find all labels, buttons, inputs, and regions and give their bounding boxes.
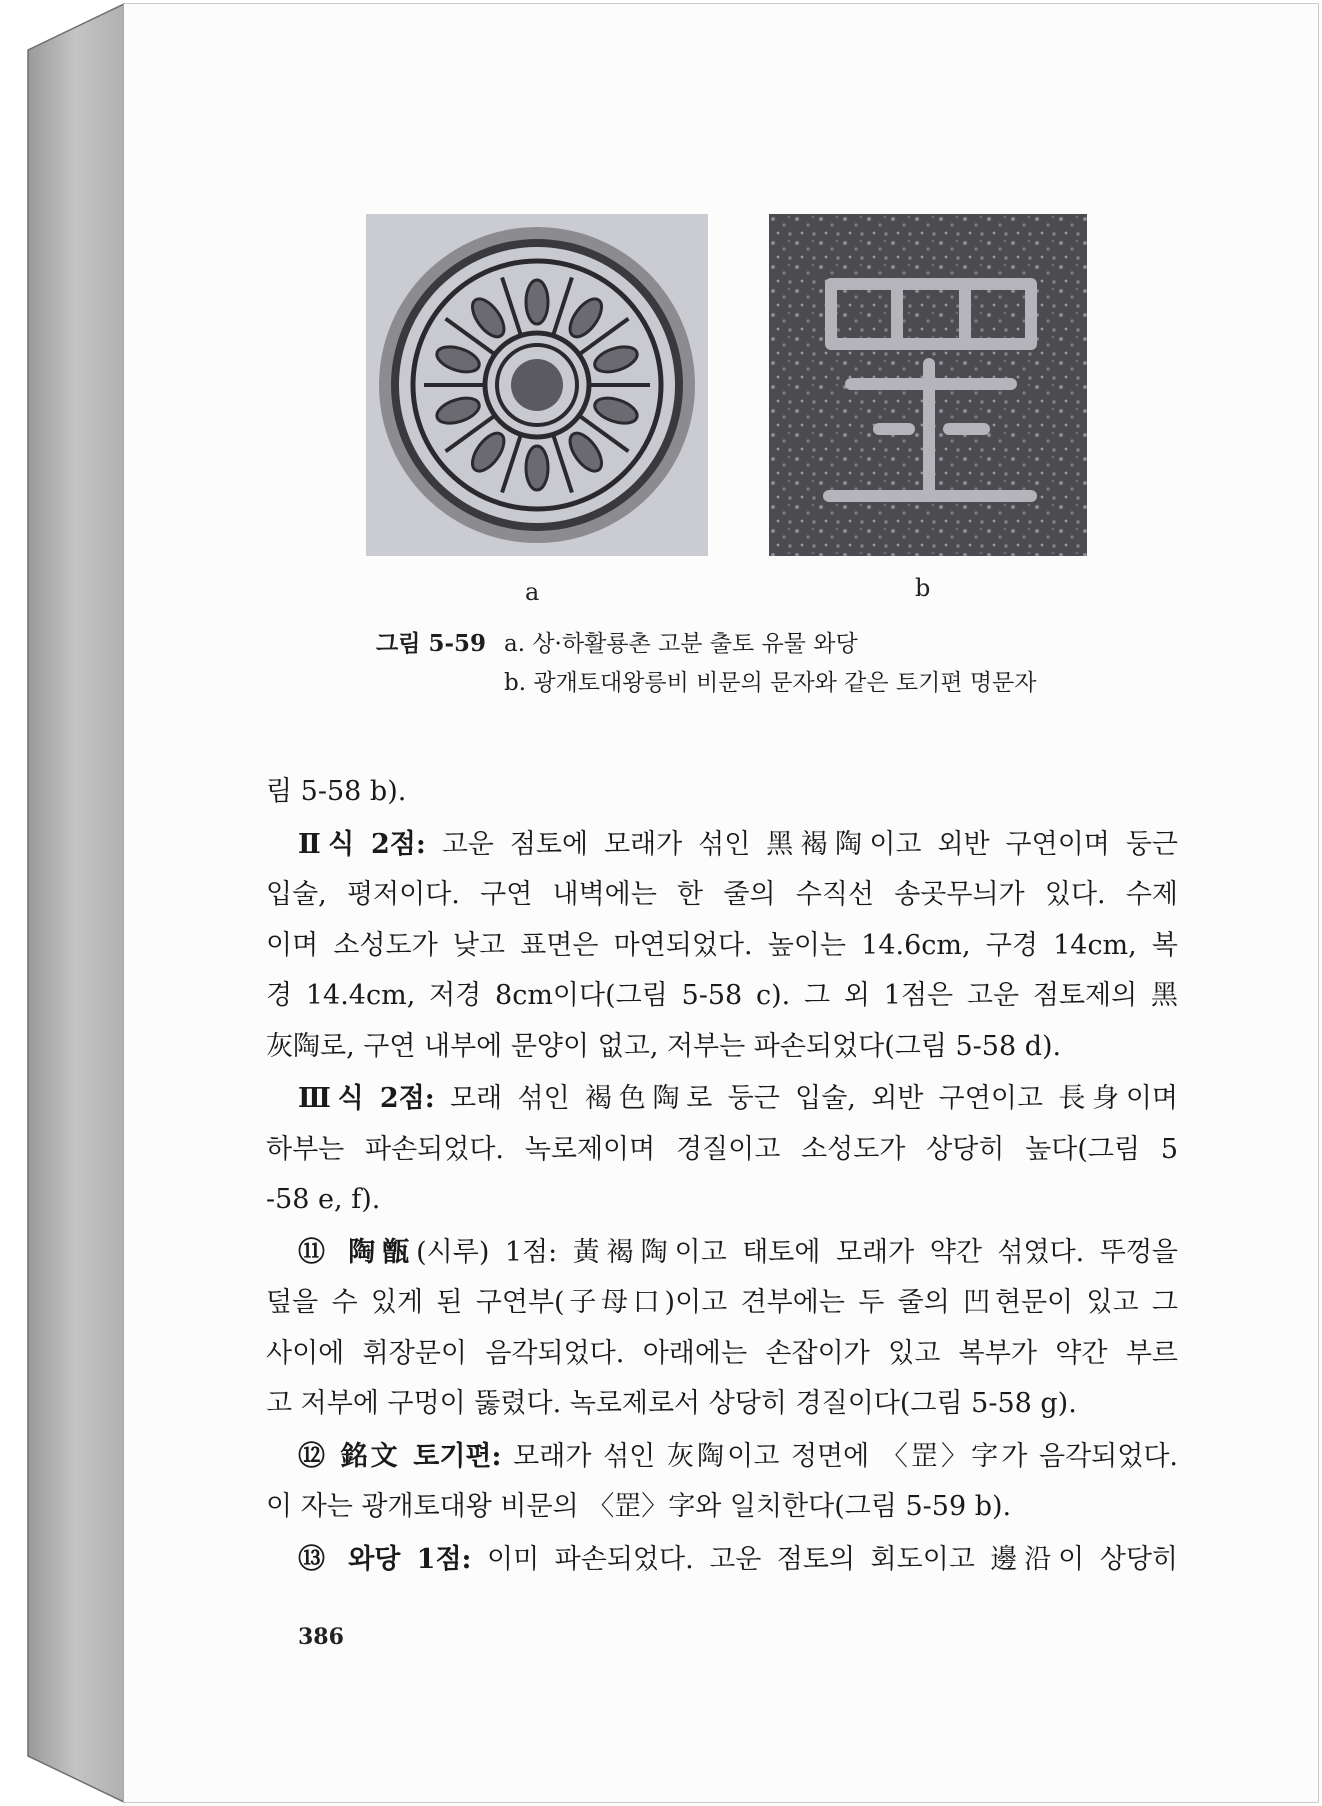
text-span: 고운 점토에 모래가 섞인 黑褐陶이고 외반 구연이며 둥근 [425,828,1178,860]
text-line [266,820,1178,871]
caption-label: 그림 5-59 [376,630,486,657]
body-text [266,767,1178,1585]
text-line: 덮을 수 있게 된 구연부(子母口)이고 견부에는 두 줄의 凹현문이 있고 그 [266,1287,1178,1318]
text-line: 고 저부에 구멍이 뚫렸다. 녹로제로서 상당히 경질이다(그림 5-58 g). [266,1388,1077,1419]
text-span: 모래가 섞인 灰陶이고 정면에 〈罡〉字가 음각되었다. [501,1440,1178,1472]
text-line: 입술, 평저이다. 구연 내벽에는 한 줄의 수직선 송곳무늬가 있다. 수제 [266,879,1178,910]
caption-line-2: b. 광개토대왕릉비 비문의 문자와 같은 토기편 명문자 [504,670,1037,696]
text-line: 이 자는 광개토대왕 비문의 〈罡〉字와 일치한다(그림 5-59 b). [266,1491,1012,1522]
text-line [266,1074,1178,1125]
item-heading: ⑬ 와당 1점: [298,1543,472,1575]
text-line [266,1228,1178,1279]
text-line: 사이에 휘장문이 음각되었다. 아래에는 손잡이가 있고 복부가 약간 부르 [266,1337,1178,1369]
caption-line-1 [376,624,1136,664]
item-heading: Ⅲ식 2점: [298,1083,435,1114]
figure-b-inscription-image [769,214,1087,556]
text-line [266,1535,1178,1586]
figure-caption [376,624,1136,703]
item-heading: ⑫ 銘文 토기편: [298,1440,502,1472]
text-span: 이미 파손되었다. 고운 점토의 회도이고 邊沿이 상당히 [471,1543,1178,1575]
text-line: 灰陶로, 구연 내부에 문양이 없고, 저부는 파손되었다(그림 5-58 d). [266,1030,1062,1062]
text-line [266,1432,1178,1483]
text-line: 림 5-58 b). [266,776,407,807]
caption-text-a: a. 상·하활룡촌 고분 출토 유물 와당 [504,631,858,657]
text-line: 경 14.4cm, 저경 8cm이다(그림 5-58 c). 그 외 1점은 고운 점토제의 黑 [266,980,1178,1011]
text-span: 黃褐陶이고 태토에 모래가 약간 섞였다. 뚜껑을 [557,1236,1179,1268]
item-heading: ⑪ 陶甑 [298,1236,417,1268]
text-span: 모래 섞인 褐色陶로 둥근 입술, 외반 구연이고 長身이며 [434,1083,1178,1114]
text-line: -58 e, f). [266,1184,381,1215]
item-heading: Ⅱ식 2점: [298,828,426,860]
text-line: 하부는 파손되었다. 녹로제이며 경질이고 소성도가 상당히 높다(그림 5 [266,1133,1178,1165]
text-line: 이며 소성도가 낮고 표면은 마연되었다. 높이는 14.6cm, 구경 14cm, 복 [266,929,1178,961]
figure-a-label: a [525,578,540,606]
figure-b-label: b [915,574,931,602]
item-subheading: (시루) 1점: [416,1236,558,1268]
figure-a-roof-tile-image [366,214,708,556]
page-number: 386 [298,1624,344,1650]
